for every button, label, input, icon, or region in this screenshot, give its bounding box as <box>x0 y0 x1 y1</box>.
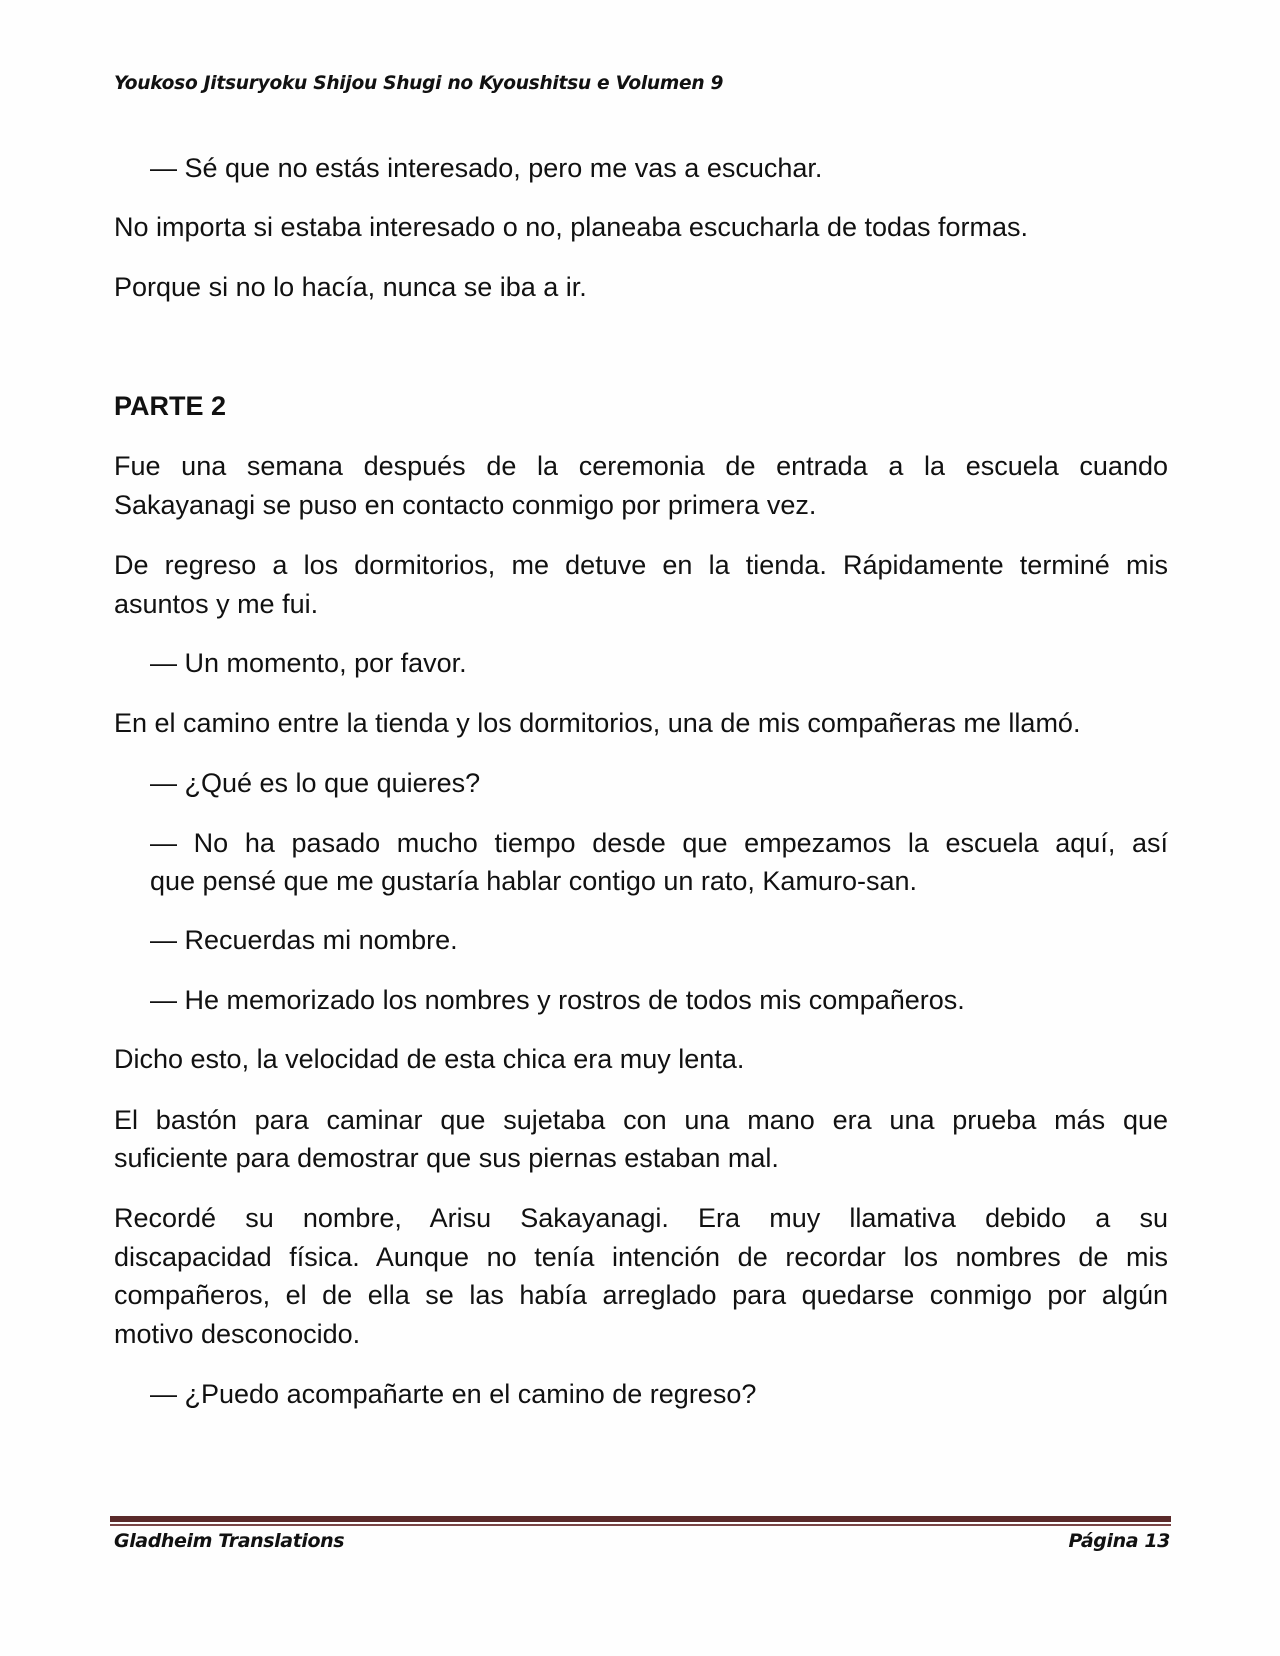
paragraph-line: motivo desconocido. <box>114 1319 361 1349</box>
paragraph-line: Fue una semana después de la ceremonia de entrada a la escuela cuando <box>114 451 1168 481</box>
dialogue-line: — ¿Qué es lo que quieres? <box>150 768 481 798</box>
footer-rule <box>110 1516 1171 1522</box>
dialogue-line: que pensé que me gustaría hablar contigo un rato, Kamuro-san. <box>150 866 917 896</box>
paragraph-line: Sakayanagi se puso en contacto conmigo por primera vez. <box>114 490 817 520</box>
paragraph-line: Recordé su nombre, Arisu Sakayanagi. Era muy llamativa debido a su <box>114 1203 1168 1233</box>
paragraph-line: Dicho esto, la velocidad de esta chica era muy lenta. <box>114 1044 745 1074</box>
page-number: Página 13 <box>1068 1530 1170 1552</box>
paragraph-line: De regreso a los dormitorios, me detuve en la tienda. Rápidamente terminé mis <box>114 550 1168 580</box>
dialogue-line: — He memorizado los nombres y rostros de todos mis compañeros. <box>150 985 965 1015</box>
section-heading: PARTE 2 <box>114 391 227 421</box>
running-header: Youkoso Jitsuryoku Shijou Shugi no Kyoushitsu e Volumen 9 <box>114 72 724 94</box>
paragraph-line: asuntos y me fui. <box>114 589 319 619</box>
paragraph-line: No importa si estaba interesado o no, planeaba escucharla de todas formas. <box>114 212 1029 242</box>
dialogue-line: — No ha pasado mucho tiempo desde que empezamos la escuela aquí, así <box>150 828 1168 858</box>
paragraph-line: compañeros, el de ella se las había arreglado para quedarse conmigo por algún <box>114 1280 1168 1310</box>
paragraph-line: El bastón para caminar que sujetaba con una mano era una prueba más que <box>114 1105 1168 1135</box>
dialogue-line: — Recuerdas mi nombre. <box>150 925 458 955</box>
footer-rule-thin <box>110 1524 1171 1526</box>
dialogue-line: — Sé que no estás interesado, pero me vas a escuchar. <box>150 153 823 183</box>
paragraph-line: Porque si no lo hacía, nunca se iba a ir. <box>114 272 587 302</box>
paragraph-line: discapacidad física. Aunque no tenía intención de recordar los nombres de mis <box>114 1242 1168 1272</box>
footer-credit: Gladheim Translations <box>114 1530 345 1552</box>
paragraph-line: En el camino entre la tienda y los dormitorios, una de mis compañeras me llamó. <box>114 708 1081 738</box>
dialogue-line: — ¿Puedo acompañarte en el camino de regreso? <box>150 1379 757 1409</box>
paragraph-line: suficiente para demostrar que sus piernas estaban mal. <box>114 1143 779 1173</box>
dialogue-line: — Un momento, por favor. <box>150 648 467 678</box>
